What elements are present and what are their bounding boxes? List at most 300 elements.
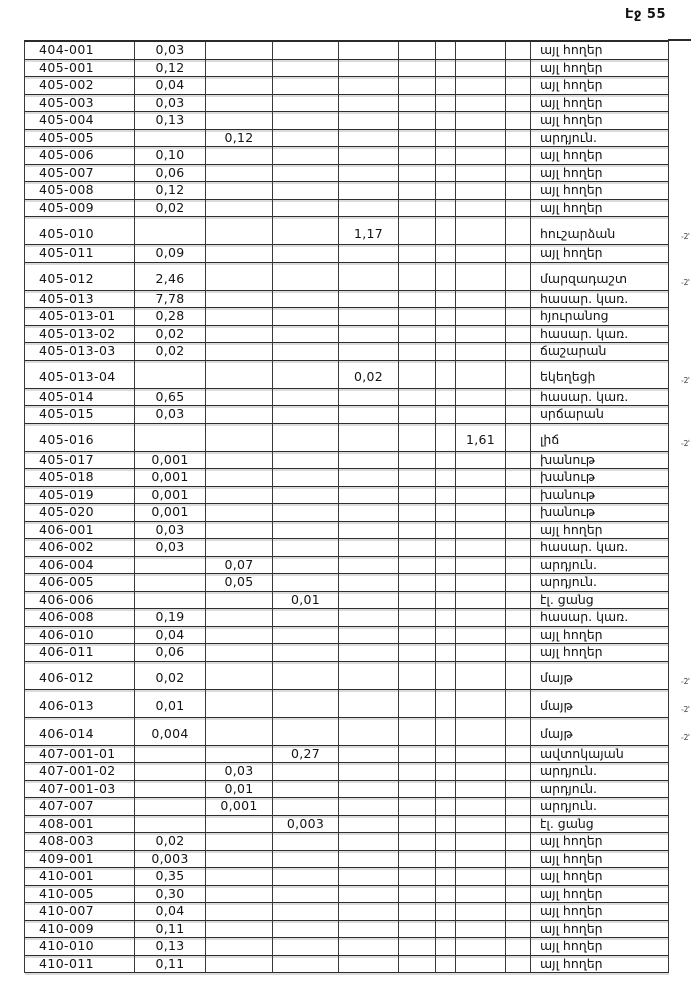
value-col-8: [506, 487, 531, 505]
parcel-code: 405-013-04: [25, 361, 135, 389]
land-use-label: այլ հողեր: [531, 112, 669, 130]
value-col-5: [399, 95, 436, 113]
value-col-1: [135, 130, 206, 148]
value-col-4: [339, 112, 399, 130]
parcel-code: 410-011: [25, 956, 135, 974]
value-col-7: [456, 938, 506, 956]
handwritten-margin-mark: -2': [681, 676, 691, 686]
land-use-label: այլ հողեր: [531, 200, 669, 218]
value-col-8: [506, 956, 531, 974]
value-col-4: [339, 147, 399, 165]
value-col-7: [456, 200, 506, 218]
parcel-code: 405-016: [25, 424, 135, 452]
value-col-5: [399, 662, 436, 690]
land-use-label: մայթ: [531, 718, 669, 746]
value-col-5: [399, 592, 436, 610]
table-row: [25, 921, 669, 939]
land-use-label: այլ հողեր: [531, 851, 669, 869]
value-col-1: 0,10: [135, 147, 206, 165]
land-use-label: ճաշարան: [531, 343, 669, 361]
value-col-8: [506, 182, 531, 200]
value-col-8: [506, 42, 531, 60]
value-col-6: [436, 245, 456, 263]
value-col-2: [206, 522, 273, 540]
value-col-1: 0,09: [135, 245, 206, 263]
value-col-5: [399, 217, 436, 245]
table-row: [25, 245, 669, 263]
value-col-1: 0,19: [135, 609, 206, 627]
value-col-4: [339, 746, 399, 764]
handwritten-margin-mark: -2': [681, 375, 691, 385]
value-col-6: [436, 60, 456, 78]
value-col-7: [456, 609, 506, 627]
value-col-1: 0,11: [135, 921, 206, 939]
value-col-3: [273, 690, 339, 718]
parcel-code: 410-001: [25, 868, 135, 886]
land-use-label: եկեղեցի: [531, 361, 669, 389]
value-col-8: [506, 938, 531, 956]
value-col-4: [339, 504, 399, 522]
value-col-2: [206, 343, 273, 361]
value-col-6: [436, 263, 456, 291]
value-col-7: [456, 868, 506, 886]
value-col-7: [456, 504, 506, 522]
value-col-5: [399, 469, 436, 487]
value-col-8: [506, 921, 531, 939]
value-col-6: [436, 851, 456, 869]
value-col-4: [339, 539, 399, 557]
value-col-6: [436, 539, 456, 557]
value-col-6: [436, 592, 456, 610]
parcel-code: 407-007: [25, 798, 135, 816]
value-col-5: [399, 291, 436, 309]
value-col-2: [206, 718, 273, 746]
value-col-2: 0,12: [206, 130, 273, 148]
value-col-2: [206, 326, 273, 344]
value-col-5: [399, 406, 436, 424]
value-col-4: [339, 816, 399, 834]
value-col-4: [339, 557, 399, 575]
value-col-4: [339, 469, 399, 487]
value-col-8: [506, 718, 531, 746]
value-col-3: [273, 886, 339, 904]
land-use-label: հասար. կառ.: [531, 389, 669, 407]
table-row: [25, 851, 669, 869]
table-row: [25, 95, 669, 113]
table-row: [25, 452, 669, 470]
value-col-4: [339, 522, 399, 540]
parcel-code: 406-001: [25, 522, 135, 540]
value-col-8: [506, 217, 531, 245]
parcel-code: 405-006: [25, 147, 135, 165]
value-col-6: [436, 147, 456, 165]
value-col-6: [436, 406, 456, 424]
value-col-8: [506, 263, 531, 291]
value-col-2: [206, 662, 273, 690]
value-col-1: 0,03: [135, 406, 206, 424]
land-use-label: հասար. կառ.: [531, 539, 669, 557]
value-col-8: [506, 868, 531, 886]
value-col-6: [436, 763, 456, 781]
value-col-7: [456, 42, 506, 60]
value-col-1: 0,11: [135, 956, 206, 974]
value-col-5: [399, 130, 436, 148]
value-col-6: [436, 504, 456, 522]
parcel-code: 407-001-01: [25, 746, 135, 764]
table-row: [25, 130, 669, 148]
value-col-5: [399, 504, 436, 522]
land-use-label: այլ հողեր: [531, 921, 669, 939]
table-row: [25, 798, 669, 816]
parcel-code: 410-005: [25, 886, 135, 904]
value-col-3: [273, 868, 339, 886]
land-use-label: լիճ: [531, 424, 669, 452]
parcel-code: 405-004: [25, 112, 135, 130]
land-use-label: խանութ: [531, 469, 669, 487]
land-use-label: արդյուն.: [531, 781, 669, 799]
value-col-2: [206, 165, 273, 183]
table-row: [25, 816, 669, 834]
value-col-4: [339, 574, 399, 592]
parcel-code: 405-002: [25, 77, 135, 95]
parcel-code: 406-014: [25, 718, 135, 746]
value-col-8: [506, 308, 531, 326]
table-row: [25, 182, 669, 200]
value-col-6: [436, 361, 456, 389]
value-col-1: 0,001: [135, 452, 206, 470]
parcel-code: 405-010: [25, 217, 135, 245]
table-row: [25, 361, 691, 389]
value-col-1: [135, 592, 206, 610]
value-col-8: [506, 557, 531, 575]
value-col-3: [273, 343, 339, 361]
land-use-label: հասար. կառ.: [531, 326, 669, 344]
value-col-1: 0,30: [135, 886, 206, 904]
land-use-label: այլ հողեր: [531, 245, 669, 263]
value-col-8: [506, 798, 531, 816]
value-col-5: [399, 851, 436, 869]
value-col-3: [273, 326, 339, 344]
value-col-3: [273, 662, 339, 690]
parcel-code: 408-003: [25, 833, 135, 851]
value-col-5: [399, 557, 436, 575]
value-col-1: 0,04: [135, 77, 206, 95]
value-col-1: [135, 557, 206, 575]
value-col-6: [436, 938, 456, 956]
value-col-5: [399, 42, 436, 60]
value-col-4: [339, 833, 399, 851]
value-col-8: [506, 833, 531, 851]
value-col-4: [339, 886, 399, 904]
land-use-label: այլ հողեր: [531, 868, 669, 886]
value-col-3: [273, 406, 339, 424]
table-row: [25, 956, 669, 974]
value-col-5: [399, 886, 436, 904]
page-number: Էջ 55: [624, 7, 666, 22]
land-use-label: այլ հողեր: [531, 77, 669, 95]
value-col-4: [339, 130, 399, 148]
value-col-5: [399, 938, 436, 956]
value-col-8: [506, 77, 531, 95]
value-col-6: [436, 798, 456, 816]
parcel-code: 406-006: [25, 592, 135, 610]
value-col-2: [206, 406, 273, 424]
value-col-3: [273, 487, 339, 505]
value-col-3: [273, 938, 339, 956]
value-col-3: [273, 833, 339, 851]
parcel-code: 405-013-03: [25, 343, 135, 361]
value-col-6: [436, 182, 456, 200]
value-col-5: [399, 956, 436, 974]
value-col-6: [436, 627, 456, 645]
value-col-6: [436, 956, 456, 974]
value-col-8: [506, 112, 531, 130]
value-col-4: [339, 938, 399, 956]
table-row: [25, 200, 669, 218]
value-col-8: [506, 662, 531, 690]
value-col-1: 7,78: [135, 291, 206, 309]
value-col-4: [339, 165, 399, 183]
parcel-code: 405-003: [25, 95, 135, 113]
land-use-label: էլ. ցանց: [531, 592, 669, 610]
value-col-8: [506, 343, 531, 361]
value-col-2: [206, 469, 273, 487]
table-row: [25, 406, 669, 424]
parcel-code: 405-018: [25, 469, 135, 487]
value-col-1: 0,04: [135, 903, 206, 921]
value-col-1: 0,13: [135, 938, 206, 956]
value-col-1: 0,02: [135, 200, 206, 218]
table-row: [25, 609, 669, 627]
value-col-7: [456, 763, 506, 781]
value-col-8: [506, 130, 531, 148]
value-col-8: [506, 452, 531, 470]
land-use-label: այլ հողեր: [531, 147, 669, 165]
value-col-1: 0,01: [135, 690, 206, 718]
value-col-7: [456, 903, 506, 921]
value-col-2: [206, 308, 273, 326]
value-col-1: 0,03: [135, 522, 206, 540]
land-use-label: արդյուն.: [531, 763, 669, 781]
table-row: [25, 781, 669, 799]
value-col-8: [506, 165, 531, 183]
table-row: [25, 522, 669, 540]
parcel-code: 409-001: [25, 851, 135, 869]
parcel-code: 405-019: [25, 487, 135, 505]
parcel-code: 406-008: [25, 609, 135, 627]
value-col-8: [506, 886, 531, 904]
value-col-2: 0,03: [206, 763, 273, 781]
value-col-2: [206, 886, 273, 904]
value-col-3: [273, 263, 339, 291]
value-col-6: [436, 690, 456, 718]
value-col-2: [206, 816, 273, 834]
parcel-code: 407-001-03: [25, 781, 135, 799]
value-col-3: [273, 504, 339, 522]
value-col-8: [506, 406, 531, 424]
value-col-4: [339, 921, 399, 939]
value-col-6: [436, 200, 456, 218]
value-col-4: [339, 182, 399, 200]
value-col-7: [456, 326, 506, 344]
value-col-7: [456, 130, 506, 148]
value-col-7: [456, 781, 506, 799]
land-use-label: արդյուն.: [531, 557, 669, 575]
value-col-1: 0,35: [135, 868, 206, 886]
value-col-7: [456, 308, 506, 326]
value-col-1: 0,001: [135, 504, 206, 522]
table-row: [25, 627, 669, 645]
parcel-code: 410-009: [25, 921, 135, 939]
land-use-label: հուշարձան: [531, 217, 669, 245]
value-col-4: 1,17: [339, 217, 399, 245]
value-col-7: [456, 112, 506, 130]
value-col-4: [339, 406, 399, 424]
value-col-3: [273, 165, 339, 183]
value-col-3: [273, 609, 339, 627]
value-col-8: [506, 326, 531, 344]
table-row: [25, 217, 691, 245]
value-col-2: [206, 361, 273, 389]
table-row: [25, 263, 691, 291]
value-col-7: [456, 718, 506, 746]
value-col-2: [206, 627, 273, 645]
value-col-5: [399, 424, 436, 452]
value-col-3: [273, 956, 339, 974]
value-col-1: [135, 781, 206, 799]
value-col-2: 0,07: [206, 557, 273, 575]
land-use-label: այլ հողեր: [531, 182, 669, 200]
value-col-2: [206, 291, 273, 309]
value-col-6: [436, 903, 456, 921]
value-col-3: [273, 903, 339, 921]
table-row: [25, 469, 669, 487]
value-col-7: [456, 245, 506, 263]
value-col-5: [399, 868, 436, 886]
value-col-5: [399, 389, 436, 407]
value-col-1: [135, 746, 206, 764]
table-row: [25, 326, 669, 344]
value-col-4: [339, 662, 399, 690]
table-row: [25, 574, 669, 592]
value-col-3: [273, 539, 339, 557]
table-row: [25, 763, 669, 781]
value-col-5: [399, 763, 436, 781]
land-use-label: այլ հողեր: [531, 644, 669, 662]
value-col-2: [206, 424, 273, 452]
value-col-2: [206, 833, 273, 851]
value-col-6: [436, 487, 456, 505]
value-col-1: [135, 217, 206, 245]
value-col-5: [399, 452, 436, 470]
value-col-6: [436, 718, 456, 746]
value-col-6: [436, 574, 456, 592]
table-row: [25, 644, 669, 662]
value-col-7: [456, 557, 506, 575]
table-top-rule-extension: [668, 39, 691, 41]
value-col-3: [273, 424, 339, 452]
value-col-1: 0,02: [135, 662, 206, 690]
parcel-code: 405-014: [25, 389, 135, 407]
value-col-6: [436, 644, 456, 662]
value-col-7: [456, 487, 506, 505]
land-use-label: մայթ: [531, 662, 669, 690]
value-col-6: [436, 130, 456, 148]
parcel-code: 405-001: [25, 60, 135, 78]
value-col-6: [436, 557, 456, 575]
parcel-code: 405-013-01: [25, 308, 135, 326]
value-col-7: [456, 343, 506, 361]
value-col-7: [456, 147, 506, 165]
value-col-5: [399, 921, 436, 939]
value-col-5: [399, 609, 436, 627]
value-col-2: [206, 112, 273, 130]
parcel-code: 406-011: [25, 644, 135, 662]
land-use-label: հյուրանոց: [531, 308, 669, 326]
value-col-2: [206, 746, 273, 764]
table-row: [25, 833, 669, 851]
value-col-5: [399, 644, 436, 662]
value-col-7: [456, 956, 506, 974]
handwritten-margin-mark: -2': [681, 438, 691, 448]
value-col-4: [339, 452, 399, 470]
value-col-4: [339, 42, 399, 60]
value-col-2: [206, 263, 273, 291]
value-col-5: [399, 539, 436, 557]
value-col-1: 0,06: [135, 165, 206, 183]
value-col-8: [506, 469, 531, 487]
value-col-2: [206, 60, 273, 78]
land-use-label: այլ հողեր: [531, 627, 669, 645]
value-col-4: [339, 326, 399, 344]
value-col-2: [206, 690, 273, 718]
value-col-1: [135, 763, 206, 781]
land-use-label: այլ հողեր: [531, 42, 669, 60]
value-col-3: [273, 644, 339, 662]
value-col-7: [456, 291, 506, 309]
value-col-4: 0,02: [339, 361, 399, 389]
value-col-5: [399, 60, 436, 78]
value-col-2: [206, 217, 273, 245]
value-col-7: [456, 627, 506, 645]
table-row: [25, 42, 669, 60]
value-col-3: [273, 763, 339, 781]
value-col-2: [206, 77, 273, 95]
table-row: [25, 291, 669, 309]
value-col-2: [206, 95, 273, 113]
parcel-code: 406-010: [25, 627, 135, 645]
value-col-4: [339, 291, 399, 309]
parcel-code: 405-009: [25, 200, 135, 218]
value-col-7: [456, 851, 506, 869]
value-col-2: [206, 147, 273, 165]
parcel-code: 408-001: [25, 816, 135, 834]
value-col-6: [436, 95, 456, 113]
land-use-label: խանութ: [531, 487, 669, 505]
table-row: [25, 886, 669, 904]
value-col-2: [206, 504, 273, 522]
value-col-6: [436, 424, 456, 452]
value-col-2: 0,05: [206, 574, 273, 592]
value-col-3: [273, 182, 339, 200]
value-col-2: [206, 200, 273, 218]
value-col-8: [506, 60, 531, 78]
value-col-7: [456, 95, 506, 113]
value-col-6: [436, 452, 456, 470]
parcel-code: 405-017: [25, 452, 135, 470]
value-col-8: [506, 147, 531, 165]
value-col-3: [273, 557, 339, 575]
